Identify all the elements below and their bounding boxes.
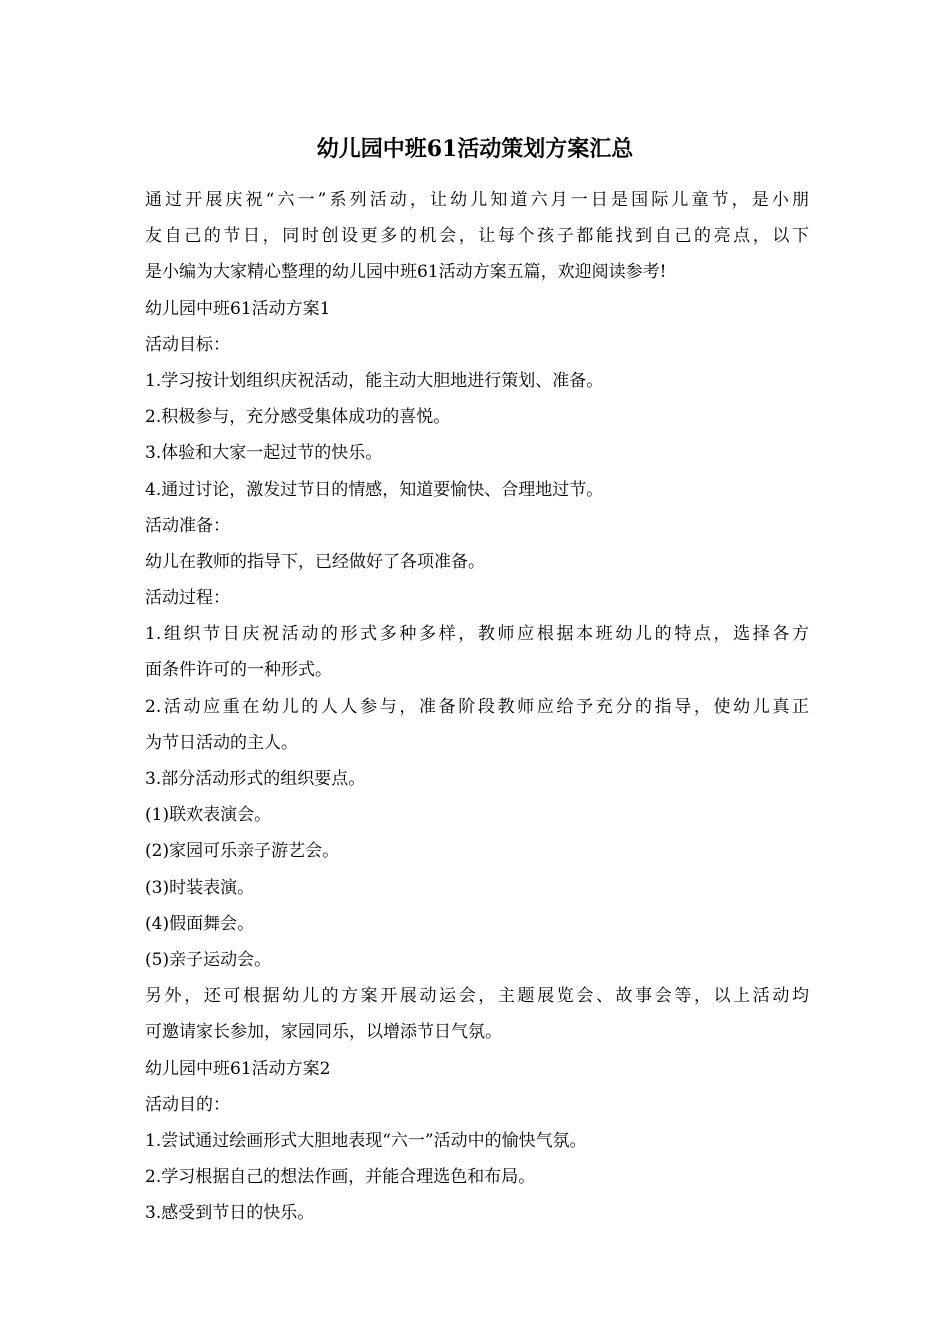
text-line: 2.活动应重在幼儿的人人参与，准备阶段教师应给予充分的指导，使幼儿真正 <box>145 696 809 717</box>
text-line: 另外，还可根据幼儿的方案开展动运会，主题展览会、故事会等，以上活动均 <box>145 986 809 1007</box>
text-line: 是小编为大家精心整理的幼儿园中班61活动方案五篇，欢迎阅读参考! <box>145 262 667 283</box>
text-line: 2.积极参与，充分感受集体成功的喜悦。 <box>145 407 451 428</box>
text-line: 幼儿园中班61活动方案1 <box>145 298 331 319</box>
text-line: (1)联欢表演会。 <box>145 805 272 826</box>
text-line: 3.部分活动形式的组织要点。 <box>145 769 366 789</box>
text-line: 活动目的： <box>145 1094 230 1115</box>
text-line: 4.通过讨论，激发过节日的情感，知道要愉快、合理地过节。 <box>145 479 604 500</box>
text-line: 友自己的节日，同时创设更多的机会，让每个孩子都能找到自己的亮点，以下 <box>145 226 809 247</box>
document-body <box>145 182 809 1231</box>
text-line: (2)家园可乐亲子游艺会。 <box>145 841 340 862</box>
text-line: (5)亲子运动会。 <box>145 949 272 970</box>
text-line: 活动目标： <box>145 334 230 355</box>
text-line: 1.学习按计划组织庆祝活动，能主动大胆地进行策划、准备。 <box>145 370 604 391</box>
text-line: (3)时装表演。 <box>145 877 255 898</box>
text-line: 活动准备： <box>145 515 230 536</box>
text-line: 活动过程： <box>145 588 230 609</box>
text-line: 1.组织节日庆祝活动的形式多种多样，教师应根据本班幼儿的特点，选择各方 <box>145 624 809 645</box>
text-line: 2.学习根据自己的想法作画，并能合理选色和布局。 <box>145 1167 536 1188</box>
text-line: 通过开展庆祝“六一”系列活动，让幼儿知道六月一日是国际儿童节，是小朋 <box>145 190 809 210</box>
text-line: 幼儿园中班61活动方案2 <box>145 1058 331 1079</box>
text-line: 3.体验和大家一起过节的快乐。 <box>145 443 383 464</box>
text-line: 3.感受到节日的快乐。 <box>145 1203 315 1224</box>
text-line: 为节日活动的主人。 <box>145 732 298 753</box>
text-line: 1.尝试通过绘画形式大胆地表现“六一”活动中的愉快气氛。 <box>145 1130 587 1151</box>
document-title: 幼儿园中班61活动策划方案汇总 <box>316 136 634 162</box>
text-line: 幼儿在教师的指导下，已经做好了各项准备。 <box>145 551 485 572</box>
text-line: 可邀请家长参加，家园同乐，以增添节日气氛。 <box>145 1022 502 1043</box>
text-line: (4)假面舞会。 <box>145 913 255 934</box>
text-line: 面条件许可的一种形式。 <box>145 660 332 681</box>
